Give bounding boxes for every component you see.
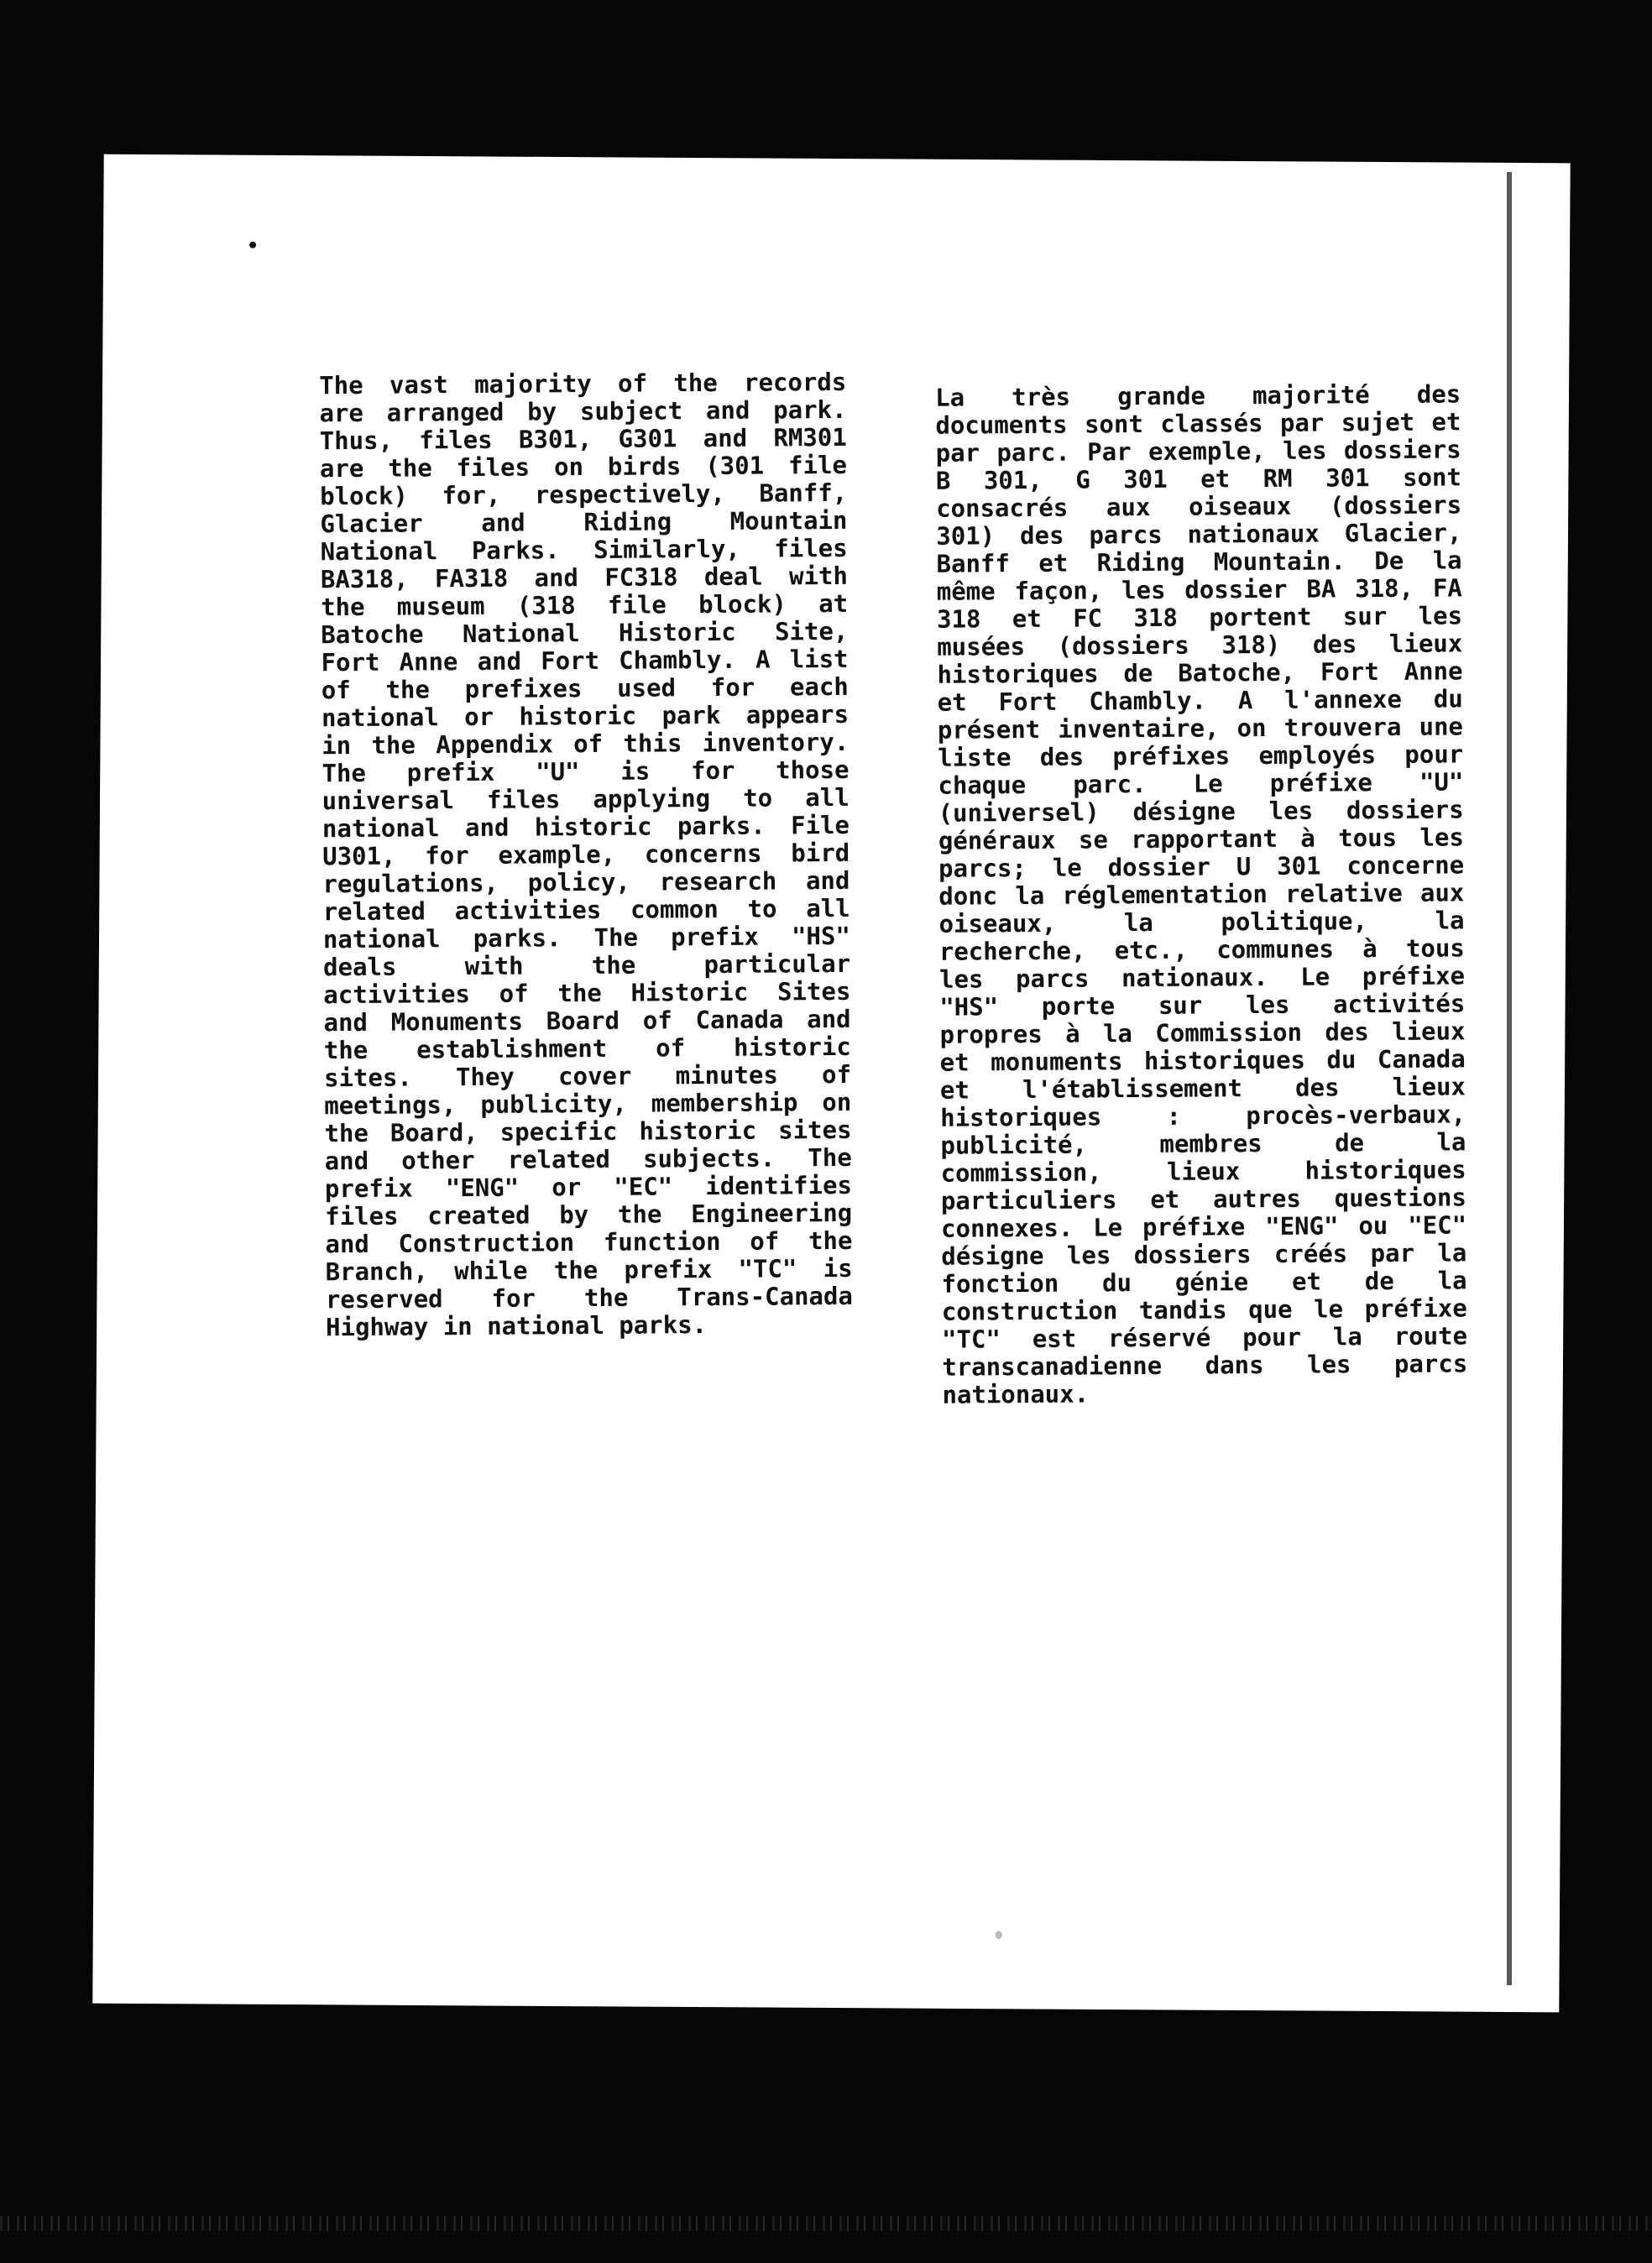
document-page — [92, 154, 1570, 2013]
page-edge-shadow — [1507, 172, 1512, 1985]
french-text-column: La très grande majorité des documents sont classés par sujet et par parc. Par exemple, les dossiers B 301, G 301 et RM 301 sont consacrés aux oiseaux (dossiers 301) des parcs nationaux Glacier, Banff et Riding Mountain. De la même façon, les dossier BA 318, FA 318 et FC 318 portent sur les musées (dossiers 318) des lieux historiques de Batoche, Fort Anne et Fort Chambly. A l'annexe du présent inventaire, on trouvera une liste des préfixes employés pour chaque parc. Le préfixe "U" (universel) désigne les dossiers généraux se rapportant à tous les parcs; le dossier U 301 concerne donc la réglementation relative aux oiseaux, la politique, la recherche, etc., communes à tous les parcs nationaux. Le préfixe "HS" porte sur les activités propres à la Commission des lieux et monuments historiques du Canada et l'établissement des lieux historiques : procès-verbaux, publicité, membres de la commission, lieux historiques particuliers et autres questions connexes. Le préfixe "ENG" ou "EC" désigne les dossiers créés par la fonction du génie et de la construction tandis que le préfixe "TC" est réservé pour la route transcanadienne dans les parcs nationaux. — [935, 379, 1468, 1409]
scan-speck — [996, 1931, 1002, 1939]
english-text-column: The vast majority of the records are arranged by subject and park. Thus, files B301, G301 and RM301 are the files on birds (301 file block) for, respectively, Banff, Glacier and Riding Mountain National Parks. Similarly, files BA318, FA318 and FC318 deal with the museum (318 file block) at Batoche National Historic Site, Fort Anne and Fort Chambly. A list of the prefixes used for each national or historic park appears in the Appendix of this inventory. The prefix "U" is for those universal files applying to all national and historic parks. File U301, for example, concerns bird regulations, policy, research and related activities common to all national parks. The prefix "HS" deals with the particular activities of the Historic Sites and Monuments Board of Canada and the establishment of historic sites. They cover minutes of meetings, publicity, membership on the Board, specific historic sites and other related subjects. The prefix "ENG" or "EC" identifies files created by the Engineering and Construction function of the Branch, while the prefix "TC" is reserved for the Trans-Canada Highway in national parks. — [319, 367, 853, 1342]
margin-mark — [249, 242, 256, 248]
scanner-noise-strip — [0, 2216, 1652, 2231]
